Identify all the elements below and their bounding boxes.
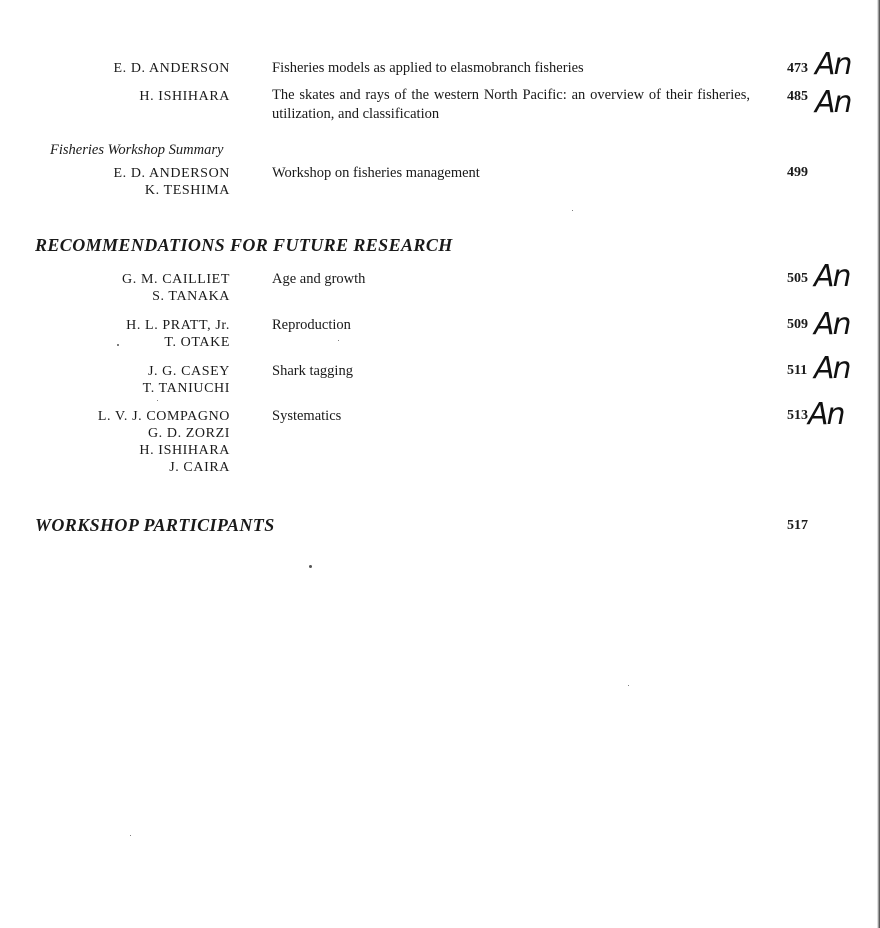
author-name: E. D. ANDERSON bbox=[113, 61, 230, 76]
author-name: E. D. ANDERSON bbox=[113, 166, 230, 181]
scan-speck bbox=[130, 835, 131, 836]
scan-speck bbox=[572, 210, 573, 211]
entry-title: Systematics bbox=[272, 408, 342, 424]
entry-page-number: 473 bbox=[787, 61, 808, 76]
author-name: H. ISHIHARA bbox=[139, 443, 230, 458]
entry-page-number: 509 bbox=[787, 317, 808, 332]
scan-speck bbox=[117, 344, 119, 346]
author-name: T. OTAKE bbox=[164, 335, 230, 350]
author-name: J. CAIRA bbox=[169, 460, 230, 475]
entry-authors bbox=[30, 271, 230, 305]
entry-title: Reproduction bbox=[272, 317, 351, 333]
handwritten-annotation: An bbox=[815, 47, 851, 82]
section-heading: RECOMMENDATIONS FOR FUTURE RESEARCH bbox=[35, 235, 453, 255]
entry-authors bbox=[30, 363, 230, 397]
author-name: G. D. ZORZI bbox=[147, 426, 230, 441]
entry-authors bbox=[30, 408, 230, 476]
entry-authors bbox=[30, 165, 230, 199]
entry-title: Fisheries models as applied to elasmobranch fisheries bbox=[272, 60, 584, 76]
handwritten-annotation: An bbox=[814, 307, 850, 342]
scan-speck bbox=[338, 340, 339, 341]
handwritten-annotation: An bbox=[814, 351, 850, 386]
handwritten-annotation: An bbox=[808, 397, 844, 432]
entry-page-number: 505 bbox=[787, 271, 808, 286]
entry-authors bbox=[30, 60, 230, 77]
entry-title: Workshop on fisheries management bbox=[272, 165, 480, 181]
scan-speck bbox=[309, 565, 312, 568]
author-name: H. ISHIHARA bbox=[139, 89, 230, 104]
scan-speck bbox=[157, 400, 158, 401]
entry-title: The skates and rays of the western North Pacific: an overview of their fisheries, utilization, and classification bbox=[272, 87, 750, 122]
handwritten-annotation: An bbox=[814, 259, 850, 294]
author-name: T. TANIUCHI bbox=[142, 381, 230, 396]
entry-page-number: 511 bbox=[787, 363, 808, 378]
author-name: J. G. CASEY bbox=[147, 364, 230, 379]
entry-authors bbox=[30, 88, 230, 105]
author-name: S. TANAKA bbox=[152, 289, 230, 304]
entry-page-number: 517 bbox=[787, 518, 808, 533]
author-name: G. M. CAILLIET bbox=[122, 272, 230, 287]
entry-title: Shark tagging bbox=[272, 363, 353, 379]
scan-speck bbox=[628, 685, 629, 686]
author-name: L. V. J. COMPAGNO bbox=[97, 409, 230, 424]
entry-page-number: 513 bbox=[787, 408, 808, 423]
entry-title: Age and growth bbox=[272, 271, 366, 287]
author-name: K. TESHIMA bbox=[144, 183, 230, 198]
author-name: H. L. PRATT, Jr. bbox=[126, 318, 230, 333]
section-heading: WORKSHOP PARTICIPANTS bbox=[35, 515, 275, 535]
handwritten-annotation: An bbox=[815, 85, 851, 120]
entry-authors bbox=[30, 317, 230, 351]
entry-page-number: 485 bbox=[787, 89, 808, 104]
entry-page-number: 499 bbox=[787, 165, 808, 180]
subsection-label: Fisheries Workshop Summary bbox=[50, 142, 224, 158]
